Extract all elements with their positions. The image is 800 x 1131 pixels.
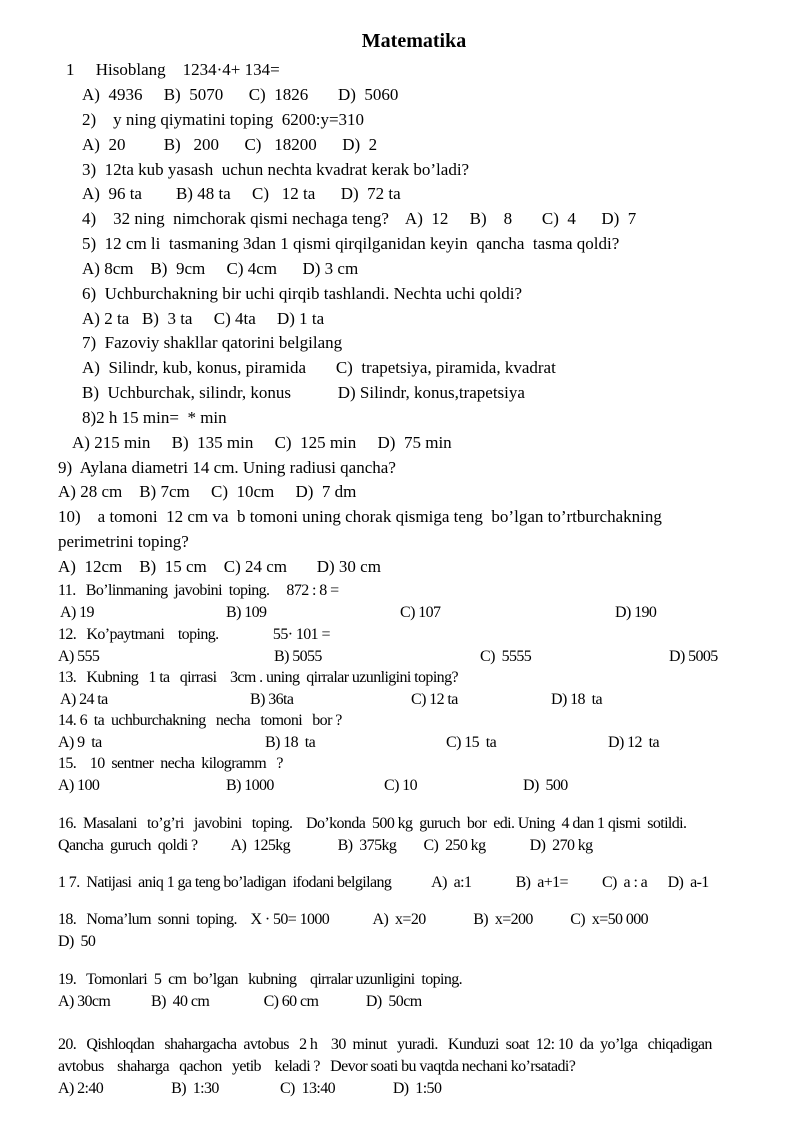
- question-11-option-d: D) 190: [615, 604, 657, 621]
- question-15-option-d: D) 500: [523, 777, 568, 794]
- question-7-options-row-2: B) Uchburchak, silindr, konus D) Silindr, konus,trapetsiya: [82, 383, 525, 402]
- page-title: Matematika: [361, 30, 467, 52]
- question-9: 9) Aylana diametri 14 cm. Uning radiusi qancha?: [58, 458, 396, 477]
- question-10-options: A) 12cm B) 15 cm C) 24 cm D) 30 cm: [58, 557, 381, 576]
- question-5-options: A) 8cm B) 9cm C) 4cm D) 3 cm: [82, 259, 359, 278]
- question-13-option-b: B) 36ta: [250, 691, 294, 708]
- question-14: 14. 6 ta uchburchakning necha tomoni bor ?: [58, 712, 342, 729]
- question-15: 15. 10 sentner necha kilogramm ?: [58, 755, 283, 772]
- question-9-options: A) 28 cm B) 7cm C) 10cm D) 7 dm: [58, 482, 357, 501]
- question-11: 11. Bo’linmaning javobini toping. 872 : 8 =: [58, 582, 339, 599]
- question-3-options: A) 96 ta B) 48 ta C) 12 ta D) 72 ta: [82, 184, 401, 203]
- question-7: 7) Fazoviy shakllar qatorini belgilang: [82, 333, 343, 352]
- question-16-line-2: Qancha guruch qoldi ? A) 125kg B) 375kg C) 250 kg D) 270 kg: [58, 837, 593, 854]
- question-16-line-1: 16. Masalani to’g’ri javobini toping. Do’konda 500 kg guruch bor edi. Uning 4 dan 1 qismi sotildi.: [58, 815, 687, 832]
- question-20-line-1: 20. Qishloqdan shahargacha avtobus 2 h 30 minut yuradi. Kunduzi soat 12: 10 da yo’lga chiqadigan: [58, 1036, 712, 1053]
- question-12-option-b: B) 5055: [274, 648, 322, 665]
- question-15-option-c: C) 10: [384, 777, 418, 794]
- question-18-line-1: 18. Noma’lum sonni toping. X · 50= 1000 A) x=20 B) x=200 C) x=50 000: [58, 911, 649, 928]
- question-13-option-c: C) 12 ta: [411, 691, 458, 708]
- question-2: 2) y ning qiymatini toping 6200:y=310: [82, 110, 365, 129]
- question-13-option-a: A) 24 ta: [60, 691, 108, 708]
- question-12-option-c: C) 5555: [480, 648, 532, 665]
- question-8-options: A) 215 min B) 135 min C) 125 min D) 75 min: [72, 433, 452, 452]
- question-17: 1 7. Natijasi aniq 1 ga teng bo’ladigan ifodani belgilang A) a:1 B) a+1= C) a : a D) a-1: [58, 874, 709, 891]
- question-14-option-d: D) 12 ta: [608, 734, 660, 751]
- question-12: 12. Ko’paytmani toping. 55· 101 =: [58, 626, 330, 643]
- question-20-options: A) 2:40 B) 1:30 C) 13:40 D) 1:50: [58, 1080, 442, 1097]
- question-7-options-row-1: A) Silindr, kub, konus, piramida C) trapetsiya, piramida, kvadrat: [82, 358, 556, 377]
- question-14-option-c: C) 15 ta: [446, 734, 497, 751]
- question-12-option-d: D) 5005: [669, 648, 718, 665]
- question-11-option-c: C) 107: [400, 604, 441, 621]
- question-19-options: A) 30cm B) 40 cm C) 60 cm D) 50cm: [58, 993, 422, 1010]
- question-2-options: A) 20 B) 200 C) 18200 D) 2: [82, 135, 378, 154]
- question-1-options: A) 4936 B) 5070 C) 1826 D) 5060: [82, 85, 399, 104]
- question-6-options: A) 2 ta B) 3 ta C) 4ta D) 1 ta: [82, 309, 325, 328]
- question-14-option-b: B) 18 ta: [265, 734, 316, 751]
- question-15-option-a: A) 100: [58, 777, 100, 794]
- question-12-option-a: A) 555: [58, 648, 100, 665]
- question-18-line-2: D) 50: [58, 933, 96, 950]
- question-10-line-2: perimetrini toping?: [58, 532, 189, 551]
- question-11-option-a: A) 19: [60, 604, 94, 621]
- question-15-option-b: B) 1000: [226, 777, 274, 794]
- question-20-line-2: avtobus shaharga qachon yetib keladi ? Devor soati bu vaqtda nechani ko’rsatadi?: [58, 1058, 576, 1075]
- question-14-option-a: A) 9 ta: [58, 734, 102, 751]
- question-10-line-1: 10) a tomoni 12 cm va b tomoni uning chorak qismiga teng bo’lgan to’rtburchakning: [58, 507, 662, 526]
- question-13-option-d: D) 18 ta: [551, 691, 603, 708]
- question-13: 13. Kubning 1 ta qirrasi 3cm . uning qirralar uzunligini toping?: [58, 669, 458, 686]
- question-8: 8)2 h 15 min= * min: [82, 408, 227, 427]
- question-4: 4) 32 ning nimchorak qismi nechaga teng? A) 12 B) 8 C) 4 D) 7: [82, 209, 637, 228]
- question-1: 1 Hisoblang 1234·4+ 134=: [66, 60, 280, 79]
- question-6: 6) Uchburchakning bir uchi qirqib tashlandi. Nechta uchi qoldi?: [82, 284, 522, 303]
- question-11-option-b: B) 109: [226, 604, 267, 621]
- question-3: 3) 12ta kub yasash uchun nechta kvadrat kerak bo’ladi?: [82, 160, 470, 179]
- question-5: 5) 12 cm li tasmaning 3dan 1 qismi qirqilganidan keyin qancha tasma qoldi?: [82, 234, 620, 253]
- question-19: 19. Tomonlari 5 cm bo’lgan kubning qirralar uzunligini toping.: [58, 971, 463, 988]
